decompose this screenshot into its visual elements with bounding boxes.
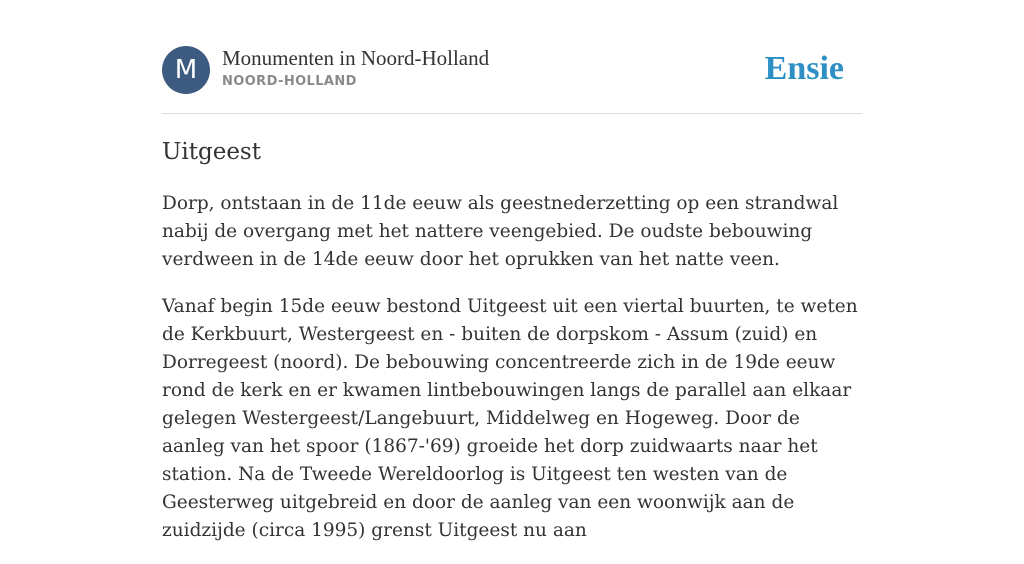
article-title: Uitgeest xyxy=(162,139,261,165)
avatar[interactable]: M xyxy=(162,46,210,94)
header xyxy=(162,46,862,96)
site-subtitle[interactable]: NOORD-HOLLAND xyxy=(222,74,357,89)
article-paragraph: Vanaf begin 15de eeuw bestond Uitgeest uit een viertal buurten, te weten de Kerkbuurt, Westergeest en - buiten de dorpskom - Assum (zuid) en Dorregeest (noord). De bebouwing concentreerde zich in de 19de eeuw rond de kerk en er kwamen lintbebouwingen langs de parallel aan elkaar gelegen Westergeest/Langebuurt, Middelweg en Hogeweg. Door de aanleg van het spoor (1867-'69) groeide het dorp zuidwaarts naar het station. Na de Tweede Wereldoorlog is Uitgeest ten westen van de Geesterweg uitgebreid en door de aanleg van een woonwijk aan de zuidzijde (circa 1995) grenst Uitgeest nu aan xyxy=(162,296,858,541)
header-divider xyxy=(162,113,862,114)
article-paragraph: Dorp, ontstaan in de 11de eeuw als geestnederzetting op een strandwal nabij de overgang met het nattere veengebied. De oudste bebouwing verdween in de 14de eeuw door het oprukken van het natte veen. xyxy=(162,193,839,270)
site-title[interactable]: Monumenten in Noord-Holland xyxy=(222,46,490,70)
brand-logo[interactable]: Ensie xyxy=(764,50,844,87)
article-body xyxy=(162,190,862,564)
